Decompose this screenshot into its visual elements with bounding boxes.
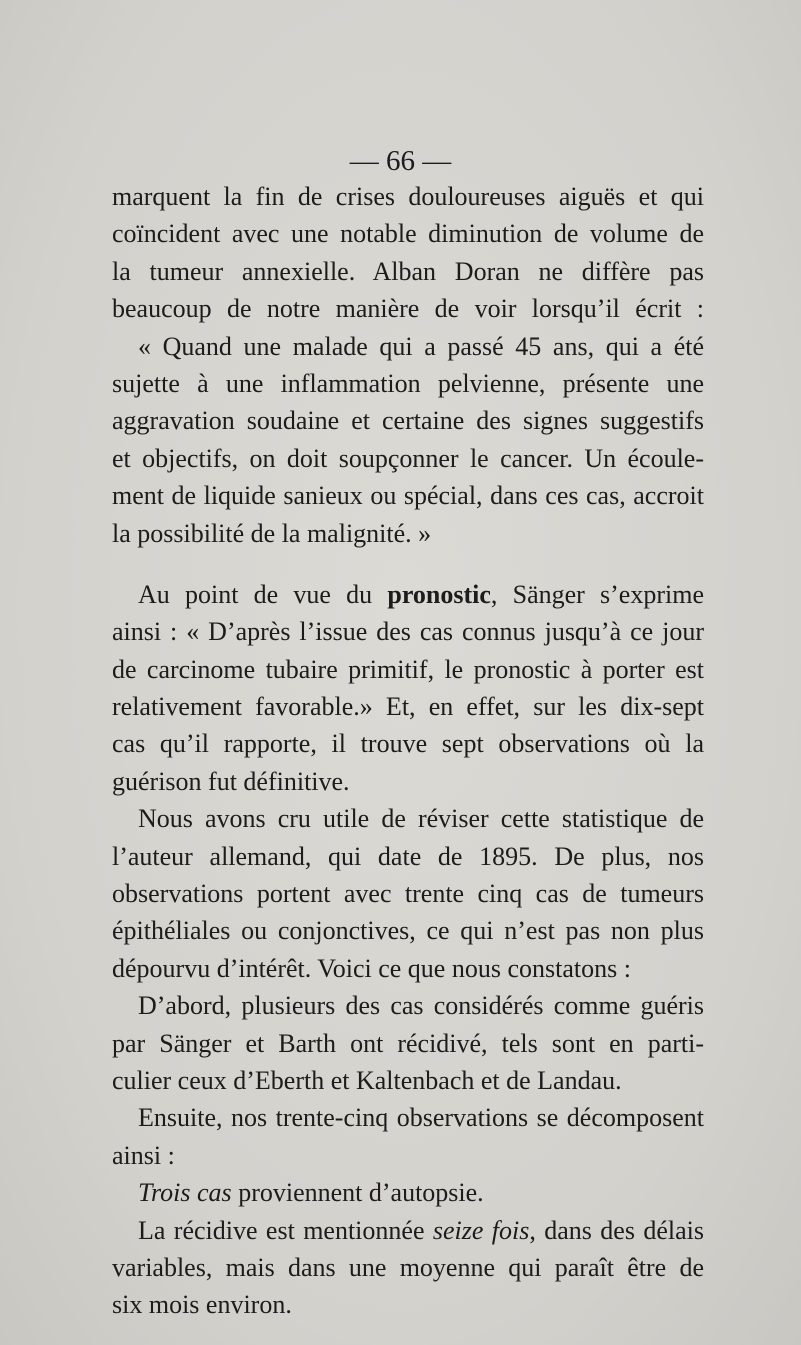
text-line: marquent la fin de crises douloureuses aiguës et qui (112, 182, 704, 211)
text-line: coïncident avec une notable diminution de volume de (112, 219, 704, 249)
text-line: ainsi : (112, 1140, 175, 1170)
text-line: par Sänger et Barth ont récidivé, tels sont en parti- (112, 1028, 704, 1058)
text-line: variables, mais dans une moyenne qui paraît être de (112, 1252, 704, 1282)
text-line: et objectifs, on doit soupçonner le cancer. Un écoule- (112, 443, 704, 473)
text-line: l’auteur allemand, qui date de 1895. De plus, nos (112, 841, 704, 871)
text-segment: La récidive est mentionnée (138, 1215, 433, 1245)
text-segment: Au point de vue du (138, 579, 388, 609)
text-line: relativement favorable.» Et, en effet, sur les dix-sept (112, 692, 704, 722)
text-line: culier ceux d’Eberth et Kaltenbach et de Landau. (112, 1065, 622, 1095)
text-line (112, 576, 704, 613)
text-line: sujette à une inflammation pelvienne, présente une (112, 368, 704, 398)
text-line: la possibilité de la malignité. » (112, 518, 432, 548)
text-segment: , Sänger s’exprime (490, 579, 704, 609)
text-line (112, 1212, 704, 1249)
text-line: D’abord, plusieurs des cas considérés comme guéris (138, 991, 704, 1021)
page-number: — 66 — (349, 145, 452, 177)
body-text (112, 178, 704, 1324)
text-line: ment de liquide sanieux ou spécial, dans ces cas, accroit (112, 481, 704, 511)
text-line: épithéliales ou conjonctives, ce qui n’est pas non plus (112, 916, 704, 946)
text-segment: , dans des délais (529, 1215, 704, 1245)
italic-term: Trois cas (138, 1178, 232, 1208)
text-line: Nous avons cru utile de réviser cette statistique de (138, 804, 704, 834)
bold-term: pronostic (387, 579, 491, 609)
text-line: cas qu’il rapporte, il trouve sept observations où la (112, 729, 704, 759)
text-line: Ensuite, nos trente-cinq observations se décomposent (138, 1103, 704, 1133)
text-line: dépourvu d’intérêt. Voici ce que nous constatons : (112, 953, 631, 983)
text-segment: proviennent d’autopsie. (231, 1178, 484, 1208)
italic-term: seize fois (432, 1215, 530, 1245)
text-line: ainsi : « D’après l’issue des cas connus jusqu’à ce jour (112, 617, 704, 647)
text-line: de carcinome tubaire primitif, le pronostic à porter est (112, 654, 704, 684)
text-line: observations portent avec trente cinq cas de tumeurs (112, 879, 704, 909)
text-line: six mois environ. (112, 1290, 292, 1320)
text-line: la tumeur annexielle. Alban Doran ne diffère pas (112, 256, 704, 286)
text-line: guérison fut définitive. (112, 766, 350, 796)
text-line: beaucoup de notre manière de voir lorsqu’il écrit : (112, 294, 704, 324)
text-line: « Quand une malade qui a passé 45 ans, qui a été (138, 331, 704, 361)
text-line (112, 1174, 704, 1211)
text-line: aggravation soudaine et certaine des signes suggestifs (112, 406, 704, 436)
